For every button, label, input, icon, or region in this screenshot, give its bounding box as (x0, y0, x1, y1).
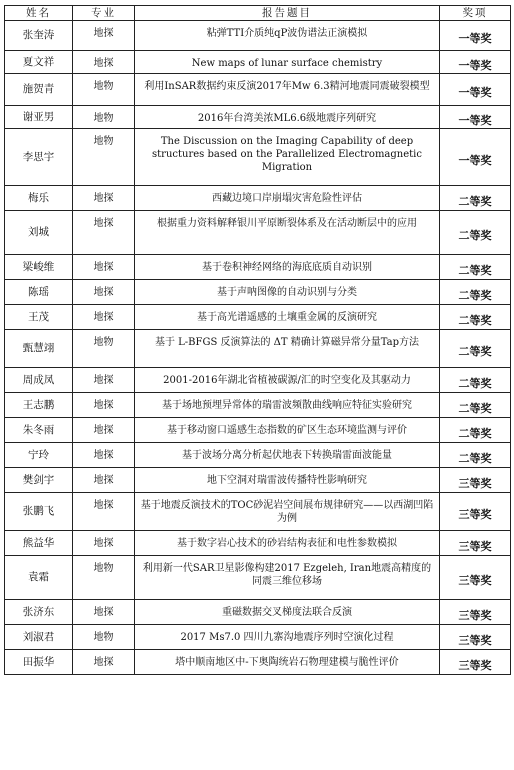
cell-award: 一等奖 (440, 51, 511, 74)
table-row (5, 393, 511, 418)
cell-award: 一等奖 (440, 21, 511, 51)
table-row (5, 531, 511, 556)
cell-award: 一等奖 (440, 129, 511, 186)
cell-major: 地探 (73, 186, 135, 211)
cell-major: 地物 (73, 106, 135, 129)
cell-major: 地探 (73, 600, 135, 625)
cell-name: 田振华 (5, 650, 73, 675)
cell-title: 基于数字岩心技术的砂岩结构表征和电性参数模拟 (135, 531, 440, 556)
table-row (5, 556, 511, 600)
table-row (5, 255, 511, 280)
cell-major: 地物 (73, 129, 135, 186)
cell-name: 陈瑶 (5, 280, 73, 305)
cell-major: 地探 (73, 468, 135, 493)
cell-award: 三等奖 (440, 650, 511, 675)
cell-major: 地探 (73, 255, 135, 280)
header-name: 姓名 (5, 6, 73, 21)
cell-major: 地探 (73, 280, 135, 305)
cell-award: 二等奖 (440, 255, 511, 280)
cell-title: 塔中顺南地区中-下奥陶统岩石物理建模与脆性评价 (135, 650, 440, 675)
cell-title: 基于卷积神经网络的海底底质自动识别 (135, 255, 440, 280)
cell-name: 朱冬雨 (5, 418, 73, 443)
table-row (5, 468, 511, 493)
table-row (5, 368, 511, 393)
cell-title: 利用新一代SAR卫星影像构建2017 Ezgeleh, Iran地震高精度的同震三维位移场 (135, 556, 440, 600)
cell-title: 基于地震反演技术的TOC砂泥岩空间展布规律研究——以西湖凹陷为例 (135, 493, 440, 531)
cell-major: 地物 (73, 625, 135, 650)
cell-award: 二等奖 (440, 305, 511, 330)
cell-major: 地探 (73, 211, 135, 255)
cell-title: 利用InSAR数据约束反演2017年Mw 6.3精河地震同震破裂模型 (135, 74, 440, 106)
cell-major: 地探 (73, 393, 135, 418)
cell-name: 樊剑宇 (5, 468, 73, 493)
cell-title: The Discussion on the Imaging Capability of deep structures based on the Parallelized Electromagnetic Migration (135, 129, 440, 186)
cell-award: 二等奖 (440, 186, 511, 211)
table-row (5, 74, 511, 106)
table-row (5, 106, 511, 129)
cell-award: 三等奖 (440, 531, 511, 556)
table-row (5, 418, 511, 443)
cell-name: 周成凤 (5, 368, 73, 393)
cell-award: 二等奖 (440, 368, 511, 393)
table-row (5, 625, 511, 650)
table-row (5, 186, 511, 211)
cell-major: 地探 (73, 305, 135, 330)
cell-name: 梁峻维 (5, 255, 73, 280)
cell-name: 张鹏飞 (5, 493, 73, 531)
cell-title: 2016年台湾美浓ML6.6级地震序列研究 (135, 106, 440, 129)
cell-award: 三等奖 (440, 625, 511, 650)
cell-major: 地探 (73, 531, 135, 556)
cell-award: 二等奖 (440, 418, 511, 443)
table-row (5, 443, 511, 468)
table-row (5, 650, 511, 675)
cell-title: 基于声呐图像的自动识别与分类 (135, 280, 440, 305)
cell-title: 重磁数据交叉梯度法联合反演 (135, 600, 440, 625)
table-row (5, 21, 511, 51)
cell-name: 甄慧翊 (5, 330, 73, 368)
cell-title: 基于移动窗口遥感生态指数的矿区生态环境监测与评价 (135, 418, 440, 443)
header-award: 奖项 (440, 6, 511, 21)
table-row (5, 305, 511, 330)
cell-name: 袁霜 (5, 556, 73, 600)
cell-title: 2017 Ms7.0 四川九寨沟地震序列时空演化过程 (135, 625, 440, 650)
cell-title: 基于波场分离分析起伏地表下转换瑞雷面波能量 (135, 443, 440, 468)
cell-title: 2001-2016年湖北省植被碳源/汇的时空变化及其驱动力 (135, 368, 440, 393)
cell-title: 基于 L-BFGS 反演算法的 ΔT 精确计算磁异常分量Tap方法 (135, 330, 440, 368)
award-table (4, 5, 511, 675)
cell-award: 一等奖 (440, 106, 511, 129)
cell-name: 宁玲 (5, 443, 73, 468)
cell-major: 地探 (73, 21, 135, 51)
header-title: 报告题目 (135, 6, 440, 21)
cell-title: 地下空洞对瑞雷波传播特性影响研究 (135, 468, 440, 493)
cell-major: 地物 (73, 556, 135, 600)
cell-major: 地探 (73, 650, 135, 675)
table-row (5, 211, 511, 255)
cell-award: 一等奖 (440, 74, 511, 106)
cell-award: 三等奖 (440, 493, 511, 531)
table-row (5, 51, 511, 74)
cell-award: 二等奖 (440, 330, 511, 368)
cell-name: 梅乐 (5, 186, 73, 211)
cell-name: 李思宇 (5, 129, 73, 186)
cell-award: 三等奖 (440, 556, 511, 600)
header-major: 专业 (73, 6, 135, 21)
cell-name: 张奎涛 (5, 21, 73, 51)
cell-name: 谢亚男 (5, 106, 73, 129)
table-row (5, 600, 511, 625)
table-row (5, 493, 511, 531)
table-row (5, 280, 511, 305)
cell-title: 西藏边境口岸崩塌灾害危险性评估 (135, 186, 440, 211)
cell-title: New maps of lunar surface chemistry (135, 51, 440, 74)
cell-major: 地探 (73, 368, 135, 393)
cell-name: 刘淑君 (5, 625, 73, 650)
cell-name: 王志鹏 (5, 393, 73, 418)
header-row (5, 6, 511, 21)
cell-name: 张济东 (5, 600, 73, 625)
cell-major: 地探 (73, 418, 135, 443)
table-row (5, 330, 511, 368)
cell-name: 刘城 (5, 211, 73, 255)
cell-major: 地物 (73, 74, 135, 106)
cell-title: 基于场地预埋异常体的瑞雷波频散曲线响应特征实验研究 (135, 393, 440, 418)
cell-title: 根据重力资料解释银川平原断裂体系及在活动断层中的应用 (135, 211, 440, 255)
cell-award: 二等奖 (440, 443, 511, 468)
cell-name: 王茂 (5, 305, 73, 330)
table-row (5, 129, 511, 186)
cell-major: 地探 (73, 493, 135, 531)
cell-award: 二等奖 (440, 280, 511, 305)
cell-name: 施贺青 (5, 74, 73, 106)
cell-major: 地物 (73, 330, 135, 368)
cell-name: 夏文祥 (5, 51, 73, 74)
cell-major: 地探 (73, 443, 135, 468)
cell-title: 粘弹TTI介质纯qP波伪谱法正演模拟 (135, 21, 440, 51)
cell-name: 熊益华 (5, 531, 73, 556)
cell-title: 基于高光谱遥感的土壤重金属的反演研究 (135, 305, 440, 330)
cell-award: 三等奖 (440, 468, 511, 493)
cell-award: 三等奖 (440, 600, 511, 625)
cell-major: 地探 (73, 51, 135, 74)
cell-award: 二等奖 (440, 393, 511, 418)
cell-award: 二等奖 (440, 211, 511, 255)
